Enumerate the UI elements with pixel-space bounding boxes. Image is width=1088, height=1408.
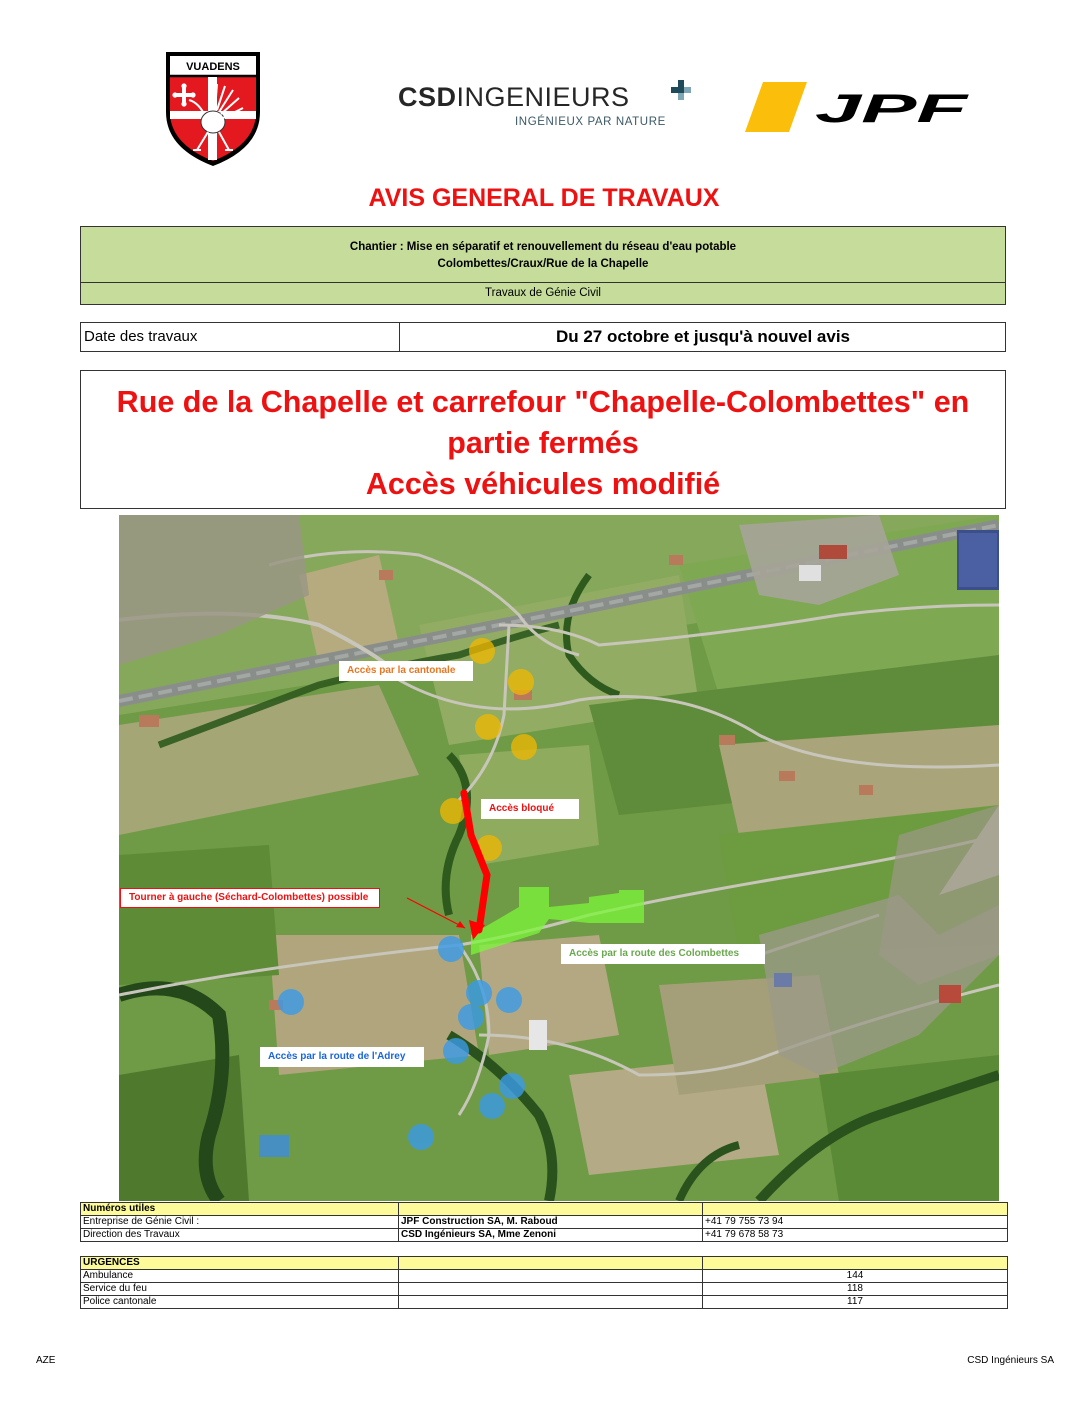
notice-line-1: Rue de la Chapelle et carrefour "Chapelle-Colombettes" en — [116, 385, 970, 419]
emergency-number: 144 — [703, 1270, 1008, 1283]
blue-marker — [496, 987, 522, 1013]
blue-marker — [278, 989, 304, 1015]
table-row — [81, 1216, 1008, 1229]
blue-marker — [466, 980, 492, 1006]
notice-line-2: partie fermés — [447, 426, 639, 460]
empty-cell — [703, 1257, 1008, 1270]
empty-cell — [399, 1257, 703, 1270]
emergency-service: Police cantonale — [81, 1296, 399, 1309]
contact-phone: +41 79 678 58 73 — [703, 1229, 1008, 1242]
contact-role: Direction des Travaux — [81, 1229, 399, 1242]
date-value: Du 27 octobre et jusqu'à nouvel avis — [555, 327, 851, 346]
project-line-1: Chantier : Mise en séparatif et renouvellement du réseau d'eau potable — [349, 241, 737, 253]
emergency-number: 117 — [703, 1296, 1008, 1309]
date-row — [80, 322, 1006, 352]
contact-name: CSD Ingénieurs SA, Mme Zenoni — [399, 1229, 703, 1242]
project-info-box — [80, 226, 1006, 305]
contact-role: Entreprise de Génie Civil : — [81, 1216, 399, 1229]
empty-cell — [703, 1203, 1008, 1216]
jpf-logo-text: JPF — [815, 87, 971, 131]
emergency-service: Ambulance — [81, 1270, 399, 1283]
orange-marker — [511, 734, 537, 760]
aerial-map-image — [119, 515, 999, 1201]
orange-marker — [475, 714, 501, 740]
map-label-blocked: Accès bloqué — [481, 799, 579, 819]
map-label-cantonale: Accès par la cantonale — [339, 661, 473, 681]
useful-numbers-header: Numéros utiles — [81, 1203, 399, 1216]
emergency-number: 118 — [703, 1283, 1008, 1296]
empty-cell — [399, 1203, 703, 1216]
project-type: Travaux de Génie Civil — [485, 287, 601, 299]
blue-marker — [443, 1038, 469, 1064]
date-label: Date des travaux — [84, 328, 198, 345]
empty-cell — [399, 1283, 703, 1296]
footer-right-text: CSD Ingénieurs SA — [967, 1355, 1054, 1366]
csd-logo-tagline: INGÉNIEUX PAR NATURE — [515, 116, 666, 128]
orange-marker — [508, 669, 534, 695]
vuadens-logo-text: VUADENS — [186, 61, 240, 73]
jpf-logo — [745, 82, 973, 134]
blue-marker — [479, 1093, 505, 1119]
table-row — [81, 1270, 1008, 1283]
csd-ingenieurs-logo — [398, 78, 698, 134]
table-row — [81, 1229, 1008, 1242]
map-label-colombettes: Accès par la route des Colombettes — [561, 944, 765, 964]
document-title: AVIS GENERAL DE TRAVAUX — [368, 184, 720, 212]
emergencies-header: URGENCES — [81, 1257, 399, 1270]
divider — [81, 282, 1005, 283]
map-label-turn-left: Tourner à gauche (Séchard-Colombettes) possible — [120, 888, 380, 908]
table-header-row — [81, 1257, 1008, 1270]
footer-left-text: AZE — [36, 1355, 56, 1366]
table-row — [81, 1296, 1008, 1309]
csd-plus-icon — [671, 80, 691, 100]
blue-marker — [408, 1124, 434, 1150]
table-header-row — [81, 1203, 1008, 1216]
contact-phone: +41 79 755 73 94 — [703, 1216, 1008, 1229]
notice-line-3: Accès véhicules modifié — [365, 467, 721, 501]
emergency-numbers-table — [80, 1256, 1008, 1309]
blue-marker — [458, 1004, 484, 1030]
empty-cell — [399, 1270, 703, 1283]
closure-notice-text — [81, 382, 1005, 505]
useful-numbers-table — [80, 1202, 1008, 1242]
aerial-map — [119, 515, 999, 1201]
vuadens-coat-of-arms-logo — [163, 50, 263, 168]
project-description — [81, 239, 1005, 273]
blue-marker — [499, 1073, 525, 1099]
contact-name: JPF Construction SA, M. Raboud — [399, 1216, 703, 1229]
empty-cell — [399, 1296, 703, 1309]
emergency-service: Service du feu — [81, 1283, 399, 1296]
divider — [399, 323, 400, 351]
table-row — [81, 1283, 1008, 1296]
csd-logo-wordmark: CSDINGENIEURS — [398, 82, 630, 112]
map-label-adrey: Accès par la route de l'Adrey — [260, 1047, 424, 1067]
blue-marker — [438, 936, 464, 962]
closure-notice-box — [80, 370, 1006, 509]
project-line-2: Colombettes/Craux/Rue de la Chapelle — [437, 258, 649, 270]
